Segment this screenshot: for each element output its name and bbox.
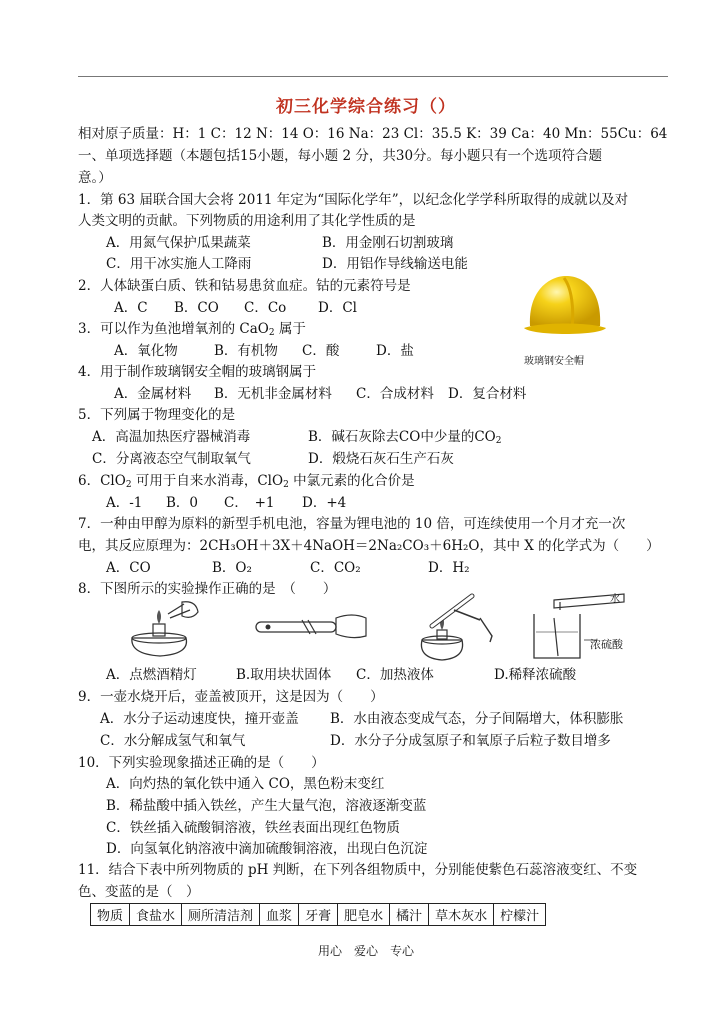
q2-stem: 2．人体缺蛋白质、铁和钴易患贫血症。钴的元素符号是 xyxy=(78,278,411,294)
ph-table xyxy=(90,903,546,926)
q7-option-b: B．O₂ xyxy=(212,560,252,576)
q10-option-d: D．向氢氧化钠溶液中滴加硫酸铜溶液，出现白色沉淀 xyxy=(106,841,428,857)
q8-option-b: B.取用块状固体 xyxy=(236,667,332,683)
q6-option-b: B．0 xyxy=(166,495,199,511)
helmet-image xyxy=(520,270,610,350)
q6-option-a: A．-1 xyxy=(106,495,143,511)
table-cell: 草木灰水 xyxy=(429,904,494,926)
q1-stem-cont: 人类文明的贡献。下列物质的用途利用了其化学性质的是 xyxy=(78,213,416,229)
top-rule xyxy=(78,76,668,77)
q8-option-d: D.稀释浓硫酸 xyxy=(494,667,577,683)
q3-stem: 3．可以作为鱼池增氧剂的 CaO$_2$ 属于 xyxy=(78,321,306,338)
q1-option-c: C．用干冰实施人工降雨 xyxy=(106,256,252,272)
q8-stem: 8．下图所示的实验操作正确的是 （ ） xyxy=(78,581,337,597)
q10-option-b: B．稀盐酸中插入铁丝，产生大量气泡，溶液逐渐变蓝 xyxy=(106,798,427,814)
q5-option-d: D．煅烧石灰石生产石灰 xyxy=(308,451,454,467)
q4-option-a: A．金属材料 xyxy=(114,386,192,402)
q7-option-c: C．CO₂ xyxy=(310,560,361,576)
q1-option-b: B．用金刚石切割玻璃 xyxy=(322,235,454,251)
q4-stem: 4．用于制作玻璃钢安全帽的玻璃钢属于 xyxy=(78,364,317,380)
q9-option-c: C．水分解成氢气和氧气 xyxy=(100,733,246,749)
q4-option-c: C．合成材料 xyxy=(356,386,434,402)
label-concentrated-acid: 浓硫酸 xyxy=(590,638,623,651)
helmet-caption: 玻璃钢安全帽 xyxy=(524,356,584,367)
table-cell: 食盐水 xyxy=(130,904,182,926)
q10-option-a: A．向灼热的氧化铁中通入 CO，黑色粉末变红 xyxy=(106,776,385,792)
table-cell: 物质 xyxy=(91,904,130,926)
q5-option-b: B．碱石灰除去CO中少量的$CO_2$ xyxy=(308,429,502,446)
q2-option-a: A．C xyxy=(114,300,148,316)
section-header-cont: 意。） xyxy=(78,170,112,186)
q2-option-b: B．CO xyxy=(174,300,219,316)
q1-stem: 1．第 63 届联合国大会将 2011 年定为“国际化学年”，以纪念化学学科所取得的成就以及对 xyxy=(78,192,629,208)
atomic-masses: 相对原子质量：H：1 C：12 N：14 O：16 Na：23 Cl：35.5 K：39 Ca：40 Mn：55Cu：64 xyxy=(78,126,668,142)
q1-option-a: A．用氮气保护瓜果蔬菜 xyxy=(106,235,251,251)
q2-option-c: C．Co xyxy=(244,300,287,316)
q8-option-c: C．加热液体 xyxy=(356,667,434,683)
q3-option-b: B．有机物 xyxy=(214,343,278,359)
table-row xyxy=(91,904,546,926)
q9-stem: 9．一壶水烧开后，壶盖被顶开，这是因为（ ） xyxy=(78,689,384,705)
table-cell: 肥皂水 xyxy=(338,904,390,926)
table-cell: 柠檬汁 xyxy=(494,904,546,926)
q5-option-c: C．分离液态空气制取氧气 xyxy=(92,451,251,467)
alcohol-lamp-lighting-figure xyxy=(120,598,200,660)
q8-option-a: A．点燃酒精灯 xyxy=(106,667,197,683)
q5-option-a: A．高温加热医疗器械消毒 xyxy=(92,429,251,445)
label-water: 水 xyxy=(610,594,620,605)
q9-option-b: B．水由液态变成气态，分子间隔增大，体积膨胀 xyxy=(330,711,624,727)
q7-option-a: A．CO xyxy=(106,560,151,576)
q3-option-c: C．酸 xyxy=(302,343,340,359)
q6-option-c: C． +1 xyxy=(224,495,275,511)
q6-stem: 6．ClO$_2$ 可用于自来水消毒，ClO$_2$ 中氯元素的化合价是 xyxy=(78,473,415,490)
q10-option-c: C．铁丝插入硫酸铜溶液，铁丝表面出现红色物质 xyxy=(106,820,400,836)
q7-option-d: D．H₂ xyxy=(428,560,470,576)
q10-stem: 10．下列实验现象描述正确的是（ ） xyxy=(78,755,325,771)
q2-option-d: D．Cl xyxy=(318,300,357,316)
q11-stem-cont: 色、变蓝的是（ ） xyxy=(78,884,200,900)
q5-stem: 5．下列属于物理变化的是 xyxy=(78,407,236,423)
q11-stem: 11．结合下表中所列物质的 pH 判断，在下列各组物质中，分别能使紫色石蕊溶液变红、不变 xyxy=(78,862,638,878)
q9-option-a: A．水分子运动速度快，撞开壶盖 xyxy=(100,711,299,727)
q9-option-d: D．水分子分成氢原子和氧原子后粒子数目增多 xyxy=(330,733,611,749)
q4-option-d: D．复合材料 xyxy=(448,386,527,402)
q7-stem-cont: 电，其反应原理为：2CH₃OH＋3X＋4NaOH＝2Na₂CO₃＋6H₂O，其中 X 的化学式为（ ） xyxy=(78,538,660,554)
q1-option-d: D．用铝作导线输送电能 xyxy=(322,256,468,272)
q6-option-d: D．+4 xyxy=(302,495,347,511)
table-cell: 牙膏 xyxy=(299,904,338,926)
q7-stem: 7．一种由甲醇为原料的新型手机电池，容量为锂电池的 10 倍，可连续使用一个月才充一次 xyxy=(78,516,626,532)
heating-liquid-figure xyxy=(392,592,502,664)
table-cell: 橘汁 xyxy=(390,904,429,926)
table-cell: 厕所清洁剂 xyxy=(182,904,260,926)
test-tube-solid-figure xyxy=(252,606,372,646)
page-title: 初三化学综合练习（） xyxy=(276,97,456,117)
diluting-acid-figure xyxy=(524,590,654,662)
table-cell: 血浆 xyxy=(260,904,299,926)
q3-option-a: A．氧化物 xyxy=(114,343,178,359)
q4-option-b: B．无机非金属材料 xyxy=(214,386,332,402)
page-footer: 用心 爱心 专心 xyxy=(318,944,415,958)
section-header: 一、单项选择题（本题包括15小题，每小题 2 分，共30分。每小题只有一个选项符合题 xyxy=(78,148,603,164)
q3-option-d: D．盐 xyxy=(376,343,414,359)
